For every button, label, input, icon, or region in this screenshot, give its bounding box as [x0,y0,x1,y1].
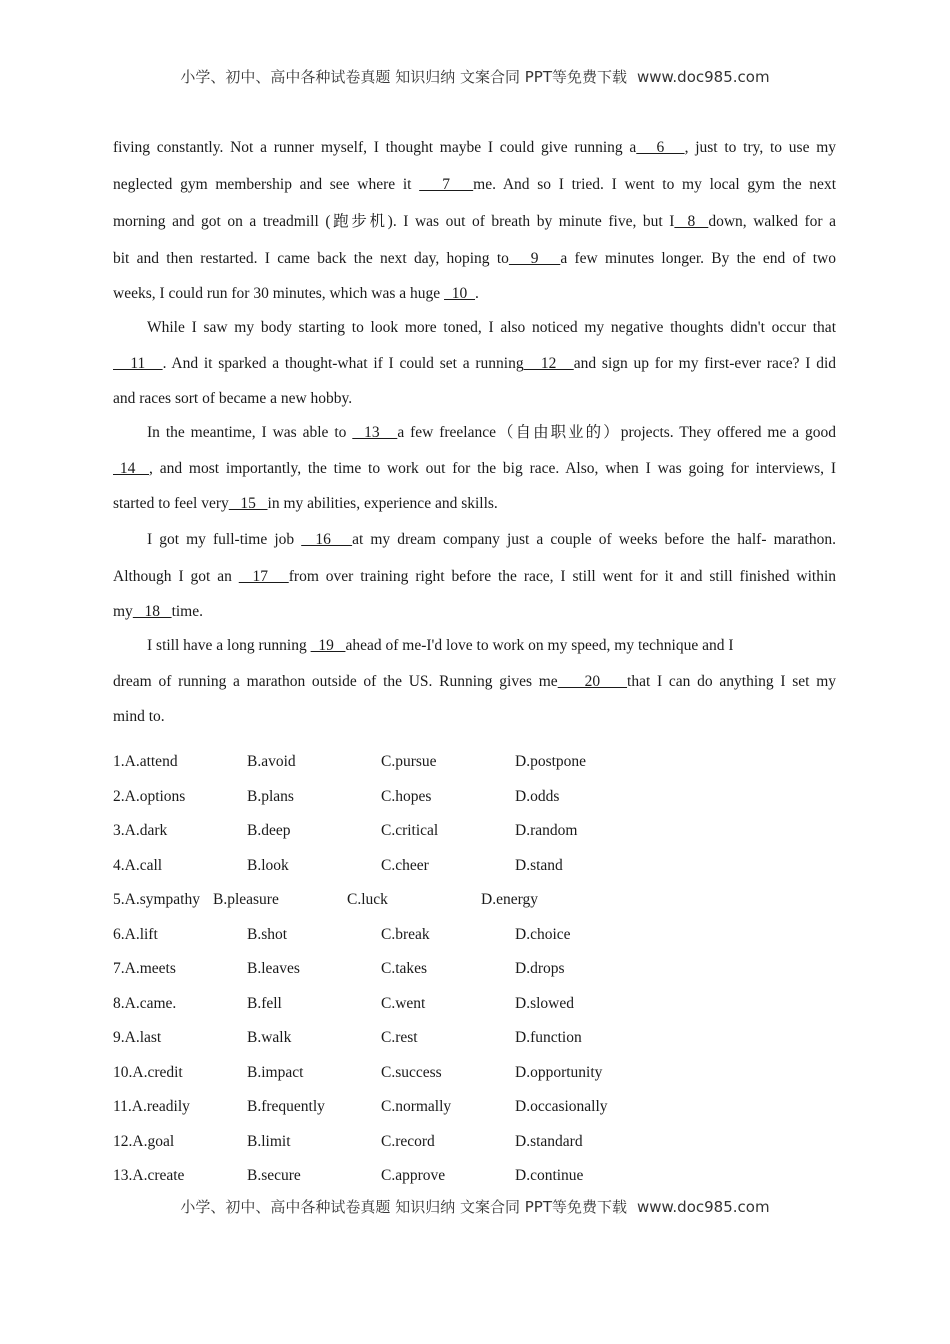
option-row: 13.A.create B.secure C.approve D.continue [113,1167,584,1184]
blank-17: 17 [238,568,289,585]
passage-line: neglected gym membership and see where it 7 me. And so I tried. I went to my local gym the next [113,176,836,193]
blank-13: 13 [352,424,398,441]
passage-line: morning and got on a treadmill (跑步机). I was out of breath by minute five, but I 8 down, walked for a [113,213,836,230]
passage-line: I still have a long running 19 ahead of me-I'd love to work on my speed, my technique and I [147,637,734,654]
passage-line: I got my full-time job 16 at my dream company just a couple of weeks before the half- marathon. [147,531,836,548]
page-footer [0,1196,950,1217]
blank-15: 15 [228,495,268,512]
blank-6: 6 [636,139,685,156]
option-row: 2.A.options B.plans C.hopes D.odds [113,787,560,805]
passage-line: fiving constantly. Not a runner myself, I thought maybe I could give running a 6 , just to try, to use my [113,139,836,156]
blank-20: 20 [557,673,628,690]
option-row: 9.A.last B.walk C.rest D.function [113,1029,582,1046]
passage-line: dream of running a marathon outside of the US. Running gives me 20 that I can do anything I set my [113,673,836,690]
footer-text: 小学、初中、高中各种试卷真题 知识归纳 文案合同 PPT等免费下载 [180,1198,627,1216]
blank-10: 10 [444,285,476,302]
option-row: 5.A.sympathy B.pleasure C.luck D.energy [113,891,538,908]
option-row: 1.A.attend B.avoid C.pursue D.postpone [113,753,587,770]
passage-line: and races sort of became a new hobby. [113,390,353,407]
passage-line: Although I got an 17 from over training right before the race, I still went for it and still finished within [113,568,836,585]
passage-line: bit and then restarted. I came back the next day, hoping to 9 a few minutes longer. By the end of two [113,250,836,267]
passage-line: 11 . And it sparked a thought-what if I could set a running 12 and sign up for my first-ever race? I did [113,355,836,372]
passage-line: started to feel very 15 in my abilities, experience and skills. [113,495,498,512]
passage-line: weeks, I could run for 30 minutes, which was a huge 10 . [113,285,479,302]
option-row: 11.A.readily B.frequently C.normally D.occasionally [113,1098,608,1115]
passage-line: In the meantime, I was able to 13 a few freelance（自由职业的）projects. They offered me a good [147,424,836,441]
option-row: 12.A.goal B.limit C.record D.standard [113,1132,583,1150]
option-row: 10.A.credit B.impact C.success D.opportunity [113,1063,603,1081]
header-text: 小学、初中、高中各种试卷真题 知识归纳 文案合同 PPT等免费下载 [180,68,627,86]
passage-line: While I saw my body starting to look more toned, I also noticed my negative thoughts didn't occur that [147,319,836,336]
page-header [0,66,950,87]
option-row: 7.A.meets B.leaves C.takes D.drops [113,960,565,977]
passage-line: mind to. [113,708,165,725]
option-row: 4.A.call B.look C.cheer D.stand [113,856,563,874]
blank-16: 16 [301,531,353,548]
option-row: 8.A.came. B.fell C.went D.slowed [113,994,574,1012]
blank-7: 7 [419,176,474,193]
passage-line: 14 , and most importantly, the time to work out for the big race. Also, when I was going for interviews, I [113,460,836,477]
passage-line: my 18 time. [113,603,203,620]
blank-11: 11 [113,355,163,372]
passage [113,129,836,734]
blank-9: 9 [508,250,561,267]
blank-8: 8 [674,213,709,230]
footer-site-link[interactable]: www.doc985.com [636,1198,770,1216]
blank-14: 14 [113,460,149,477]
option-row: 3.A.dark B.deep C.critical D.random [113,822,578,839]
answer-options [113,745,713,1194]
blank-19: 19 [310,637,346,654]
header-site-link[interactable]: www.doc985.com [636,68,770,86]
option-row: 6.A.lift B.shot C.break D.choice [113,925,571,943]
blank-12: 12 [523,355,574,372]
blank-18: 18 [132,603,172,620]
